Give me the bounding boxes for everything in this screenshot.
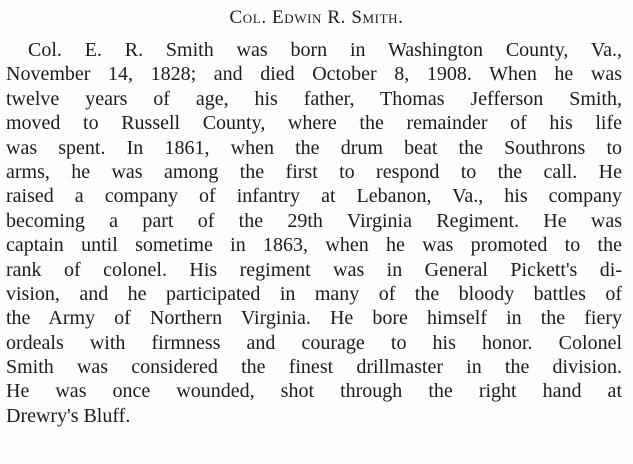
biography-heading: Col. Edwin R. Smith. [229,7,404,28]
paragraph-line: Smith was considered the finest drillmaster in the division. [6,356,622,379]
paragraph-line: becoming a part of the 29th Virginia Regiment. He was [6,209,622,232]
paragraph-line: He was once wounded, shot through the right hand at [6,380,622,403]
paragraph-line: twelve years of age, his father, Thomas Jefferson Smith, [6,87,622,110]
paragraph-line: arms, he was among the first to respond to the call. He [6,160,622,183]
paragraph-line: the Army of Northern Virginia. He bore himself in the fiery [6,307,622,330]
biography-paragraph [6,38,622,428]
paragraph-line: moved to Russell County, where the remainder of his life [6,112,622,135]
paragraph-line: was spent. In 1861, when the drum beat the Southrons to [6,136,622,159]
paragraph-line: November 14, 1828; and died October 8, 1908. When he was [6,63,622,86]
paragraph-line: Col. E. R. Smith was born in Washington County, Va., [28,39,622,61]
paragraph-line: rank of colonel. His regiment was in General Pickett's di- [6,258,622,281]
paragraph-line: Drewry's Bluff. [6,404,131,427]
paragraph-line: captain until sometime in 1863, when he was promoted to the [6,234,622,257]
paragraph-line: raised a company of infantry at Lebanon, Va., his company [6,185,622,208]
paragraph-line: vision, and he participated in many of the bloody battles of [6,282,622,305]
paragraph-line: ordeals with firmness and courage to his honor. Colonel [6,331,622,354]
